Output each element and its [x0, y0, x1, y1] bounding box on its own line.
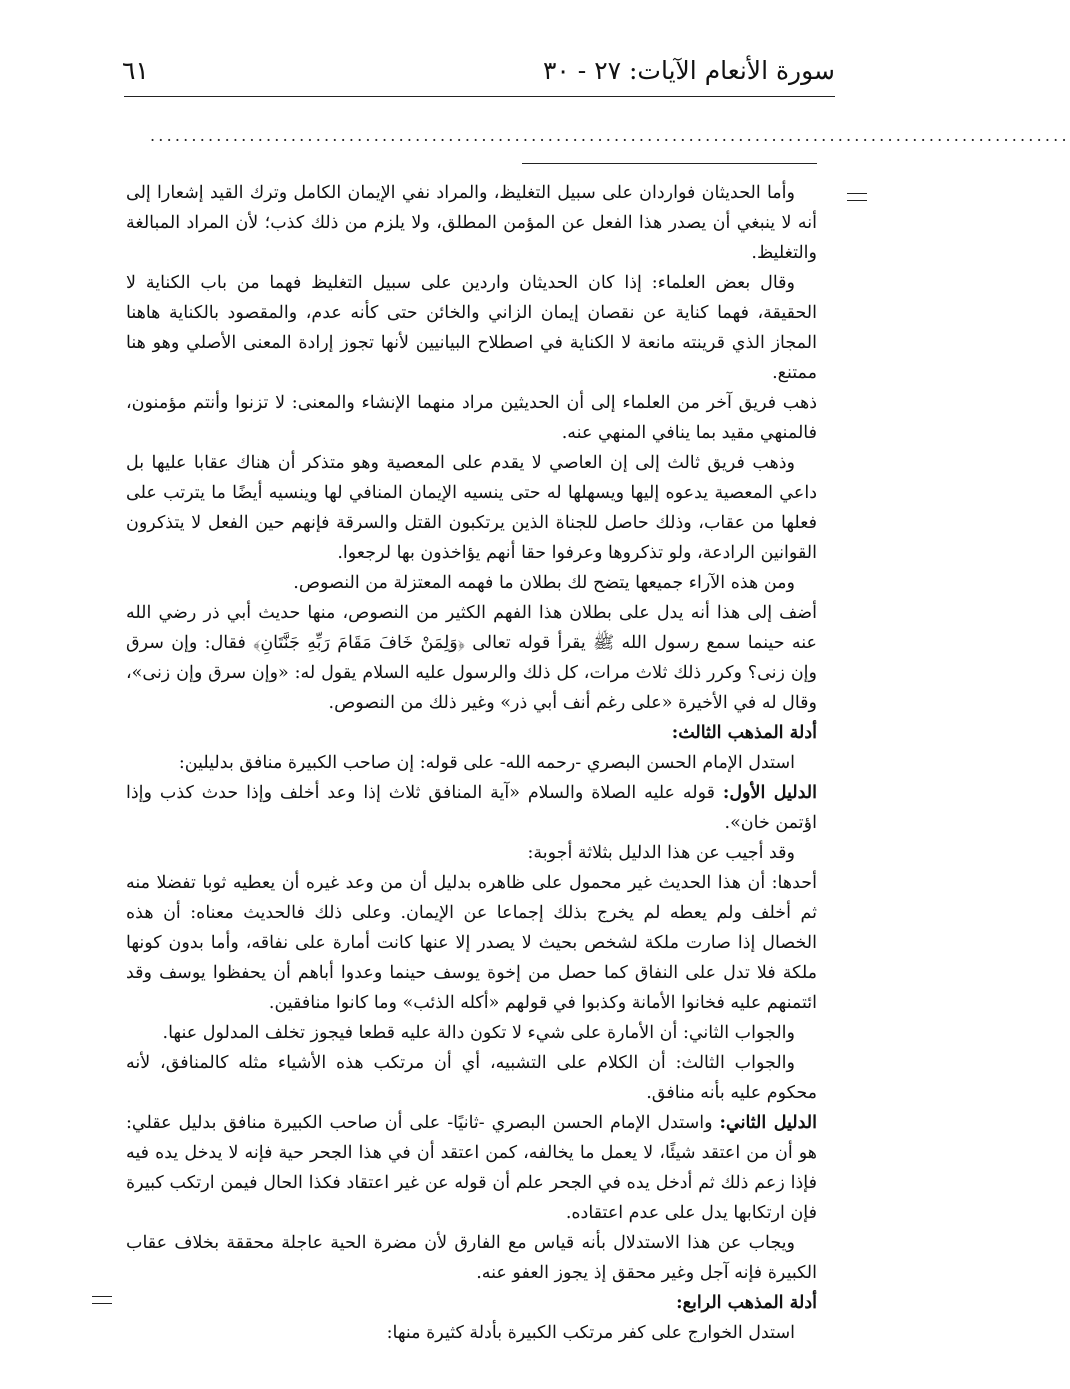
paragraph [126, 778, 817, 838]
margin-equals-mark [92, 1296, 112, 1304]
paragraph: استدل الإمام الحسن البصري -رحمه الله- على قوله: إن صاحب الكبيرة منافق بدليلين: [178, 753, 795, 773]
proof-text: قوله عليه الصلاة والسلام «آية المنافق ثلاث إذا وعد أخلف وإذا حدث كذب وإذا اؤتمن خان». [126, 783, 817, 833]
paragraph: وأما الحديثان فواردان على سبيل التغليظ، والمراد نفي الإيمان الكامل وترك القيد إشعارا إلى أنه لا ينبغي أن يصدر هذا الفعل عن المؤمن المطلق، ولا يلزم من ذلك كذب؛ لأن المراد المبالغة والتغليظ. [126, 183, 817, 263]
paragraph: وقد أجيب عن هذا الدليل بثلاثة أجوبة: [527, 843, 795, 863]
surah-title: سورة الأنعام الآيات: ٢٧ - ٣٠ [543, 56, 835, 85]
page-number: ٦١ [122, 56, 149, 85]
paragraph: أحدها: أن هذا الحديث غير محمول على ظاهره بدليل أن من وعد غيره أن يعطيه ثوبا تفضلا منه ثم أخلف ولم يعطه لم يخرج بذلك إجماعا عن الإيمان. وعلى ذلك فالحديث معناه: أن هذه الخصال إذا صارت ملكة لشخص بحيث لا يصدر إلا عنها كانت أمارة على نفاقه، وأما بدون كونها ملكة فلا تدل على النفاق كما حصل من إخوة يوسف حينما وعدوا أباهم أن يحفظوا يوسف وقد ائتمنهم عليه فخانوا الأمانة وكذبوا في قولهم «أكله الذئب» وما كانوا منافقين. [126, 873, 817, 1013]
section-heading: أدلة المذهب الرابع: [676, 1293, 817, 1313]
proof-label: الدليل الثاني: [719, 1113, 817, 1133]
paragraph: وقال بعض العلماء: إذا كان الحديثان واردين على سبيل التغليظ فهما من باب الكناية لا الحقيقة، فهما كناية عن نقصان إيمان الزاني والخائن حتى كأنه عدم، والمقصود بالكناية هاهنا المجاز الذي قرينته مانعة لا الكناية في اصطلاح البيانيين لأنها تجوز إرادة المعنى الأصلي وهو هنا ممتنع. [126, 273, 817, 383]
running-header [122, 56, 835, 96]
paragraph: ذهب فريق آخر من العلماء إلى أن الحديثين مراد منهما الإنشاء والمعنى: لا تزنوا وأنتم مؤمنون، فالمنهي مقيد بما ينافي المنهي عنه. [126, 393, 817, 443]
section-heading: أدلة المذهب الثالث: [671, 723, 817, 743]
proof-label: الدليل الأول: [722, 783, 817, 803]
verse-placeholder-dots: ............................................................................................................... [150, 126, 1070, 145]
paragraph: والجواب الثاني: أن الأمارة على شيء لا تكون دالة عليه قطعا فيجوز تخلف المدلول عنها. [162, 1023, 795, 1043]
main-text [126, 178, 817, 1348]
paragraph: استدل الخوارج على كفر مرتكب الكبيرة بأدلة كثيرة منها: [386, 1323, 795, 1343]
paragraph: وذهب فريق ثالث إلى إن العاصي لا يقدم على المعصية وهو متذكر أن هناك عقابا عليها بل داعي المعصية يدعوه إليها ويسهلها له حتى ينسيه الإيمان المنافي لها وينسيه أيضًا ما يترتب على فعلها من عقاب، وذلك حاصل للجناة الذين يرتكبون القتل والسرقة فإنهم حين الفعل لا يتذكرون القوانين الرادعة، ولو تذكروها وعرفوا حقا أنهم يؤاخذون بها لرجعوا. [126, 453, 817, 563]
header-rule [124, 96, 835, 97]
paragraph: والجواب الثالث: أن الكلام على التشبيه، أي أن مرتكب هذه الأشياء مثله كالمنافق، لأنه محكوم عليه بأنه منافق. [126, 1053, 817, 1103]
proof-text: واستدل الإمام الحسن البصري -ثانيًا- على أن صاحب الكبيرة منافق بدليل عقلي: هو أن من اعتقد شيئًا، لا يعمل ما يخالفه، كمن اعتقد أن في هذا الجحر حية فإنه لا يدخل يده فيه فإذا زعم ذلك ثم أدخل يده في الجحر علم أن قوله عن غير اعتقاد فكذا الحال فيمن ارتكب كبيرة فإن ارتكابها يدل على عدم اعتقاده. [126, 1113, 817, 1223]
margin-equals-mark [847, 193, 867, 201]
footnote-separator-rule [522, 163, 817, 164]
paragraph [126, 1108, 817, 1228]
paragraph: ويجاب عن هذا الاستدلال بأنه قياس مع الفارق لأن مضرة الحية عاجلة محققة بخلاف عقاب الكبيرة فإنه آجل وغير محقق إذ يجوز العفو عنه. [126, 1233, 817, 1283]
paragraph: أضف إلى هذا أنه يدل على بطلان هذا الفهم الكثير من النصوص، منها حديث أبي ذر رضي الله عنه حينما سمع رسول الله ﷺ يقرأ قوله تعالى ﴿وَلِمَنْ خَافَ مَقَامَ رَبِّهِ جَنَّتَانِ﴾ فقال: وإن سرق وإن زنى؟ وكرر ذلك ثلاث مرات، كل ذلك والرسول عليه السلام يقول له: «وإن سرق وإن زنى»، وقال له في الأخيرة «على رغم أنف أبي ذر» وغير ذلك من النصوص. [126, 603, 817, 713]
paragraph: ومن هذه الآراء جميعها يتضح لك بطلان ما فهمه المعتزلة من النصوص. [293, 573, 795, 593]
